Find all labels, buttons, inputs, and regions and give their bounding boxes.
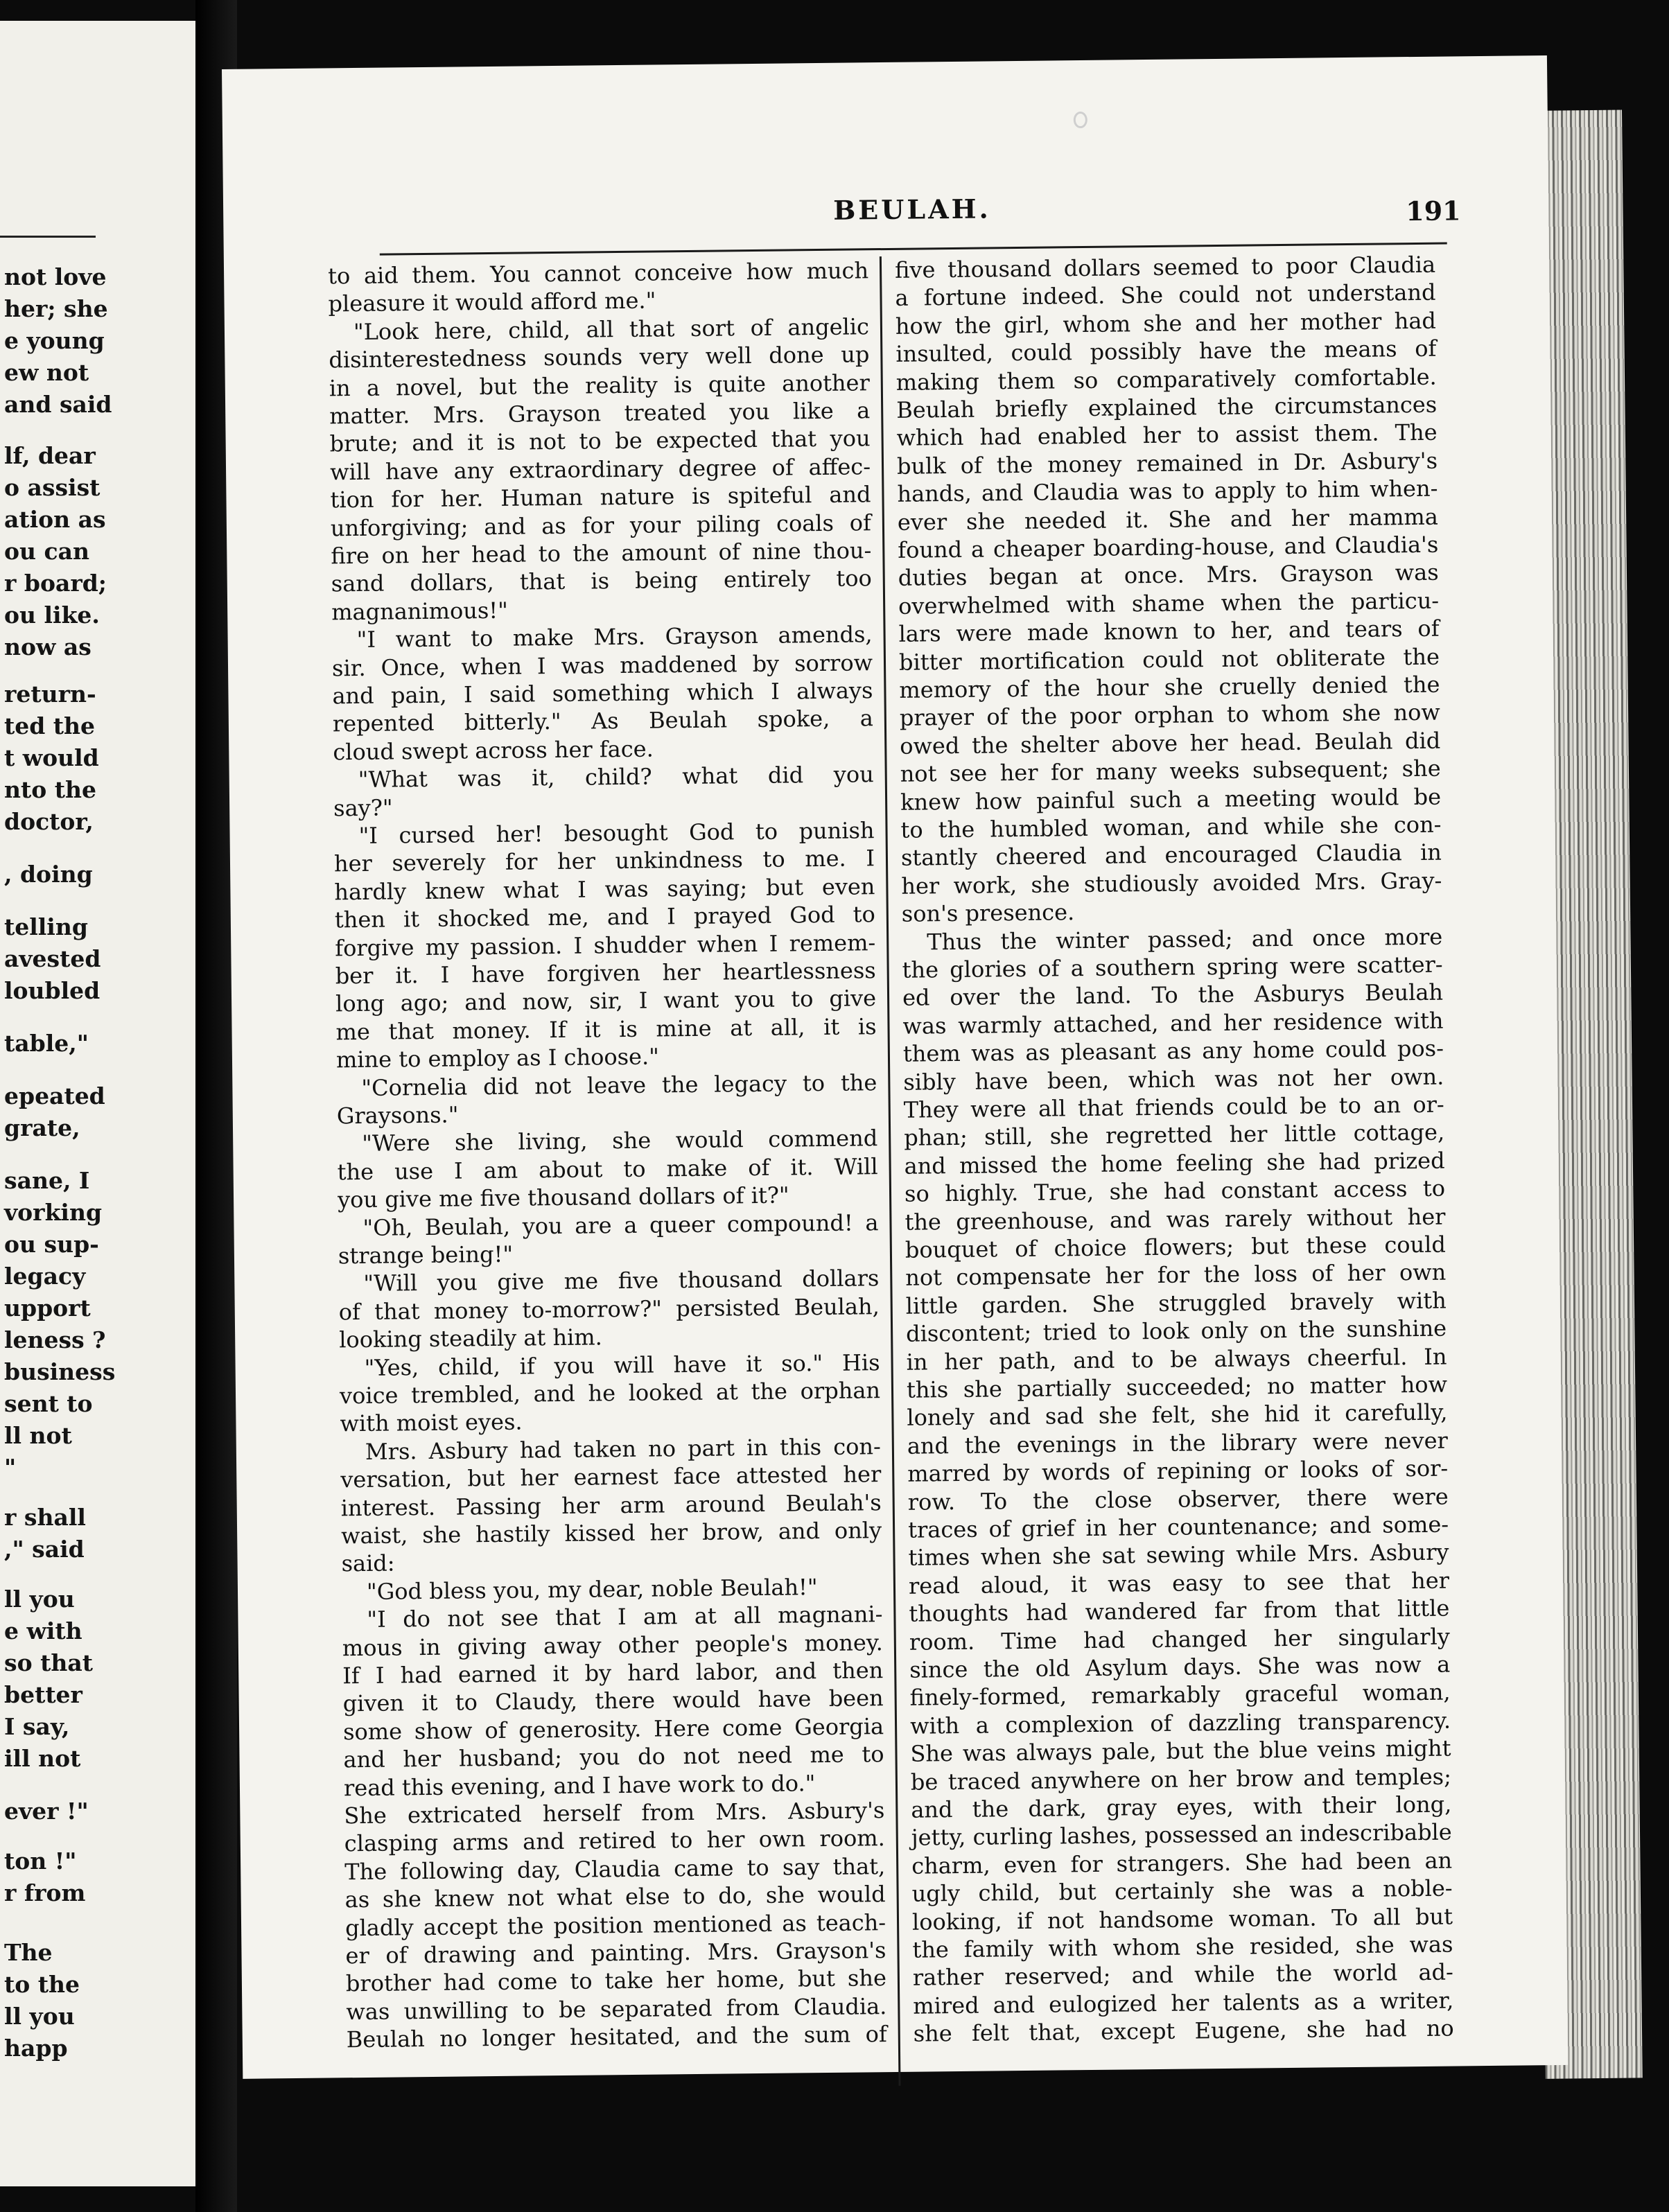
text-line: long ago; and now, sir, I want you to give [335, 985, 877, 1017]
text-line: "Yes, child, if you will have it so." His [364, 1349, 880, 1381]
left-page-fragment: epeated [4, 1082, 105, 1109]
left-page-fragment: I say, [4, 1713, 70, 1740]
text-line: sand dollars, that is being entirely too [331, 565, 872, 597]
left-page-fragment: legacy [4, 1263, 86, 1290]
book-page-191 [222, 55, 1568, 2079]
left-page-fragment: business [4, 1358, 116, 1385]
left-page-fragment: ou sup- [4, 1231, 99, 1258]
text-line: versation, but her earnest face attested her [340, 1461, 882, 1493]
text-line: matter. Mrs. Grayson treated you like a [329, 397, 871, 430]
left-page-fragment: ," said [4, 1536, 85, 1563]
left-page-fragment: to the [4, 1971, 80, 1998]
left-page-fragment: loubled [4, 977, 101, 1004]
text-line: the glories of a southern spring were scatter- [902, 951, 1443, 983]
text-line: row. To the close observer, there were [907, 1483, 1449, 1516]
text-line: unforgiving; and as for your piling coals of [330, 509, 872, 541]
left-page-fragment: avested [4, 945, 101, 972]
text-line: rather reserved; and while the world ad- [912, 1958, 1454, 1992]
text-line: ber it. I have forgiven her heartlessness [335, 957, 876, 990]
text-line: of that money to-morrow?" persisted Beulah, [338, 1292, 880, 1326]
left-page-fragment: ou like. [4, 602, 100, 629]
text-line: forgive my passion. I shudder when I remem- [335, 929, 876, 961]
left-page-fragment: sane, I [4, 1167, 90, 1194]
text-line: making them so comparatively comfortable. [895, 363, 1437, 396]
text-line: so highly. True, she had constant access to [904, 1175, 1446, 1207]
left-page-fragment: ll not [4, 1422, 72, 1449]
text-line: room. Time had changed her singularly [909, 1623, 1450, 1656]
text-line: "I cursed her! besought God to punish [358, 817, 875, 849]
text-line: to the humbled woman, and while she con- [900, 811, 1442, 843]
text-line: not see her for many weeks subsequent; she [900, 755, 1441, 787]
text-line: prayer of the poor orphan to whom she now [899, 699, 1441, 732]
left-page-fragment: e young [4, 327, 105, 354]
left-page-fragment: now as [4, 633, 91, 660]
text-line: given it to Claudy, there would have been [342, 1685, 884, 1717]
text-line: she felt that, except Eugene, she had no [913, 2015, 1454, 2047]
left-page-fragment: ll you [4, 2003, 75, 2030]
text-line: me that money. If it is mine at all, it is [335, 1012, 877, 1046]
text-line: "Were she living, she would commend [362, 1125, 878, 1157]
text-line: read this evening, and I have work to do." [343, 1769, 816, 1801]
left-page-fragment: return- [4, 681, 96, 708]
left-page-fragment: ted the [4, 712, 96, 739]
text-line: hands, and Claudia was to apply to him when- [897, 475, 1438, 508]
text-line: and her husband; you do not need me to [343, 1741, 884, 1773]
text-column-left [327, 256, 887, 2053]
text-line: waist, she hastily kissed her brow, and only [340, 1517, 882, 1550]
text-line: you give me five thousand dollars of it?" [337, 1182, 789, 1213]
text-line: then it shocked me, and I prayed God to [334, 901, 876, 933]
text-line: "I want to make Mrs. Grayson amends, [356, 621, 873, 653]
text-line: Beulah no longer hesitated, and the sum of [346, 2021, 887, 2053]
text-line: the greenhouse, and was rarely without her [905, 1203, 1446, 1236]
text-line: sir. Once, when I was maddened by sorrow [331, 649, 873, 681]
text-line: lonely and sad she felt, she hid it carefully, [907, 1398, 1448, 1432]
text-line: how the girl, whom she and her mother had [895, 307, 1437, 340]
text-line: sibly have been, which was not her own. [903, 1063, 1444, 1096]
left-page-fragment: grate, [4, 1114, 80, 1141]
left-page-fragment: ll you [4, 1586, 75, 1613]
text-line: knew how painful such a meeting would be [900, 783, 1442, 816]
text-line: er of drawing and painting. Mrs. Grayson's [345, 1937, 886, 1969]
text-line: The following day, Claudia came to say that, [344, 1852, 886, 1886]
text-line: "I do not see that I am at all magnani- [367, 1601, 883, 1633]
text-line: hardly knew what I was saying; but even [334, 872, 875, 906]
text-line: "Look here, child, all that sort of angelic [353, 313, 870, 345]
left-page-fragment: table," [4, 1030, 89, 1057]
text-line: bulk of the money remained in Dr. Asbury's [896, 447, 1438, 480]
text-line: since the old Asylum days. She was now a [909, 1651, 1451, 1683]
text-line: pleasure it would afford me." [328, 287, 656, 317]
left-page-fragment: " [4, 1454, 17, 1481]
text-line: to aid them. You cannot conceive how much [327, 257, 869, 290]
text-line: discontent; tried to look only on the sunshine [905, 1315, 1447, 1347]
text-line: bouquet of choice flowers; but these could [905, 1231, 1447, 1263]
text-line: in her path, and to be always cheerful. In [906, 1343, 1447, 1376]
text-line: times when she sat sewing while Mrs. Asbury [908, 1538, 1449, 1572]
left-page-fragment: The [4, 1939, 53, 1966]
page-number: 191 [1406, 195, 1461, 227]
text-line: brother had come to take her home, but she [345, 1965, 887, 1997]
text-line: little garden. She struggled bravely with [905, 1287, 1447, 1319]
left-page-fragment: telling [4, 913, 88, 940]
left-page-fragment: her; she [4, 295, 108, 322]
left-page-fragment: sent to [4, 1390, 93, 1417]
text-line: some show of generosity. Here come Georgia [342, 1712, 884, 1746]
text-line: looking, if not handsome woman. To all but [911, 1903, 1453, 1936]
left-page-fragment: and said [4, 391, 112, 418]
text-line: She was always pale, but the blue veins might [910, 1735, 1451, 1767]
text-line: was unwilling to be separated from Claudia. [346, 1992, 887, 2026]
text-line: phan; still, she regretted her little cottage, [904, 1119, 1445, 1152]
text-line: She extricated herself from Mrs. Asbury's [344, 1797, 885, 1829]
text-line: insulted, could possibly have the means of [895, 335, 1437, 368]
text-line: with a complexion of dazzling transparency. [909, 1707, 1451, 1739]
text-line: traces of grief in her countenance; and some- [907, 1511, 1449, 1543]
text-line: the use I am about to make of it. Will [337, 1152, 878, 1186]
text-line: five thousand dollars seemed to poor Claudia [894, 251, 1436, 283]
text-line: ed over the land. To the Asburys Beulah [902, 979, 1444, 1012]
text-line: lars were made known to her, and tears of [898, 615, 1440, 648]
text-line: a fortune indeed. She could not understand [895, 279, 1436, 312]
text-line: owed the shelter above her head. Beulah did [900, 727, 1441, 760]
text-line: mous in giving away other people's money. [342, 1629, 884, 1661]
text-line: and the dark, gray eyes, with their long, [911, 1791, 1452, 1823]
running-title: BEULAH. [832, 193, 991, 226]
text-line: not compensate her for the loss of her own [905, 1258, 1447, 1292]
text-line: magnanimous!" [331, 597, 509, 626]
text-line: the family with whom she resided, she was [912, 1931, 1453, 1963]
left-page-fragment: ation as [4, 506, 106, 533]
left-page-fragment: lf, dear [4, 442, 96, 469]
left-page-fragment: t would [4, 744, 99, 771]
left-page-fragment: so that [4, 1649, 93, 1676]
text-line: her severely for her unkindness to me. I [333, 845, 875, 877]
text-line: stantly cheered and encouraged Claudia in [900, 839, 1442, 872]
text-line: jetty, curling lashes, possessed an indescribable [911, 1818, 1452, 1852]
text-line: and the evenings in the library were never [907, 1427, 1449, 1459]
text-line: memory of the hour she cruelly denied the [899, 671, 1440, 703]
text-line: If I had earned it by hard labor, and then [342, 1657, 884, 1689]
text-line: charm, even for strangers. She had been an [911, 1847, 1453, 1879]
text-line: interest. Passing her arm around Beulah's [340, 1489, 882, 1521]
text-line: brute; and it is not to be expected that you [329, 425, 871, 457]
text-line: mine to employ as I choose." [335, 1043, 660, 1073]
text-line: this she partially succeeded; no matter how [906, 1371, 1448, 1403]
text-line: ever she needed it. She and her mamma [897, 503, 1439, 536]
text-line: was warmly attached, and her residence with [902, 1007, 1444, 1039]
left-page-fragment: ton !" [4, 1847, 77, 1875]
text-line: say?" [333, 794, 393, 821]
left-page-fragment: better [4, 1681, 82, 1708]
left-page-fragment: e with [4, 1617, 82, 1644]
left-page-fragment: ever !" [4, 1798, 89, 1825]
left-page-fragment: ill not [4, 1745, 81, 1772]
left-page-fragment: o assist [4, 474, 101, 501]
text-line: ugly child, but certainly she was a noble- [911, 1875, 1453, 1907]
text-line: and pain, I said something which I always [332, 677, 873, 710]
text-line: Beulah briefly explained the circumstances [896, 391, 1438, 423]
left-page-fragment: leness ? [4, 1326, 106, 1353]
facing-page-left [0, 21, 198, 2186]
text-line: be traced anywhere on her brow and temples; [910, 1763, 1452, 1796]
text-line: son's presence. [901, 899, 1075, 927]
text-line: mired and eulogized her talents as a writer, [913, 1987, 1454, 2019]
left-page-fragment: ou can [4, 538, 89, 565]
left-page-fragment: vorking [4, 1199, 103, 1226]
text-line: Graysons." [336, 1101, 459, 1130]
text-line: in a novel, but the reality is quite another [329, 369, 870, 401]
scan-artifact-mark [1074, 112, 1087, 128]
text-line: clasping arms and retired to her own room. [344, 1825, 885, 1857]
text-line: "God bless you, my dear, noble Beulah!" [366, 1573, 818, 1605]
text-line: found a cheaper boarding-house, and Claudia's [898, 531, 1439, 563]
left-page-fragment: r from [4, 1879, 86, 1906]
text-line: marred by words of repining or looks of sor- [907, 1455, 1449, 1487]
text-line: tion for her. Human nature is spiteful and [330, 481, 871, 514]
text-line: disinterestedness sounds very well done up [329, 341, 870, 374]
text-line: Mrs. Asbury had taken no part in this con- [365, 1432, 882, 1465]
text-line: said: [341, 1550, 395, 1577]
text-column-right [894, 251, 1454, 2047]
text-line: voice trembled, and he looked at the orphan [339, 1377, 881, 1410]
left-page-fragment: , doing [4, 861, 93, 888]
text-line: as she knew not what else to do, she would [344, 1881, 886, 1913]
text-line: them was as pleasant as any home could pos- [902, 1035, 1444, 1067]
left-page-fragment: upport [4, 1294, 91, 1322]
left-page-fragment: ew not [4, 359, 89, 386]
text-line: which had enabled her to assist them. The [896, 419, 1438, 452]
text-line: "Cornelia did not leave the legacy to the [361, 1069, 877, 1101]
left-page-fragment: r board; [4, 570, 107, 597]
left-page-fragment: nto the [4, 776, 96, 803]
text-line: gladly accept the position mentioned as teach- [344, 1908, 886, 1941]
text-line: duties began at once. Mrs. Grayson was [898, 559, 1439, 592]
text-line: will have any extraordinary degree of affec- [329, 453, 871, 486]
text-line: bitter mortification could not obliterate the [898, 643, 1440, 676]
text-line: looking steadily at him. [339, 1324, 603, 1353]
left-page-fragment: r shall [4, 1504, 86, 1531]
text-line: repented bitterly." As Beulah spoke, a [332, 705, 874, 737]
text-line: fire on her head to the amount of nine thou- [331, 537, 872, 570]
text-line: read aloud, it was easy to see that her [908, 1567, 1450, 1599]
text-line: her work, she studiously avoided Mrs. Gray- [901, 867, 1442, 899]
text-line: strange being!" [338, 1240, 514, 1270]
text-line: Thus the winter passed; and once more [927, 923, 1443, 956]
text-line: with moist eyes. [340, 1408, 523, 1437]
left-page-fragment: happ [4, 2035, 68, 2062]
text-line: and missed the home feeling she had prized [904, 1147, 1445, 1179]
text-line: finely-formed, remarkably graceful woman, [909, 1678, 1451, 1712]
left-page-fragment: doctor, [4, 808, 94, 835]
text-line: "Will you give me five thousand dollars [363, 1265, 880, 1297]
text-line: "What was it, child? what did you [358, 761, 874, 793]
text-line: "Oh, Beulah, you are a queer compound! a [362, 1209, 879, 1241]
text-line: overwhelmed with shame when the particu- [898, 587, 1440, 620]
text-line: thoughts had wandered far from that little [909, 1595, 1450, 1627]
text-line: cloud swept across her face. [333, 735, 654, 766]
text-line: They were all that friends could be to an or- [903, 1091, 1444, 1123]
left-page-fragment: not love [4, 263, 107, 290]
left-page-header-rule [0, 236, 96, 238]
